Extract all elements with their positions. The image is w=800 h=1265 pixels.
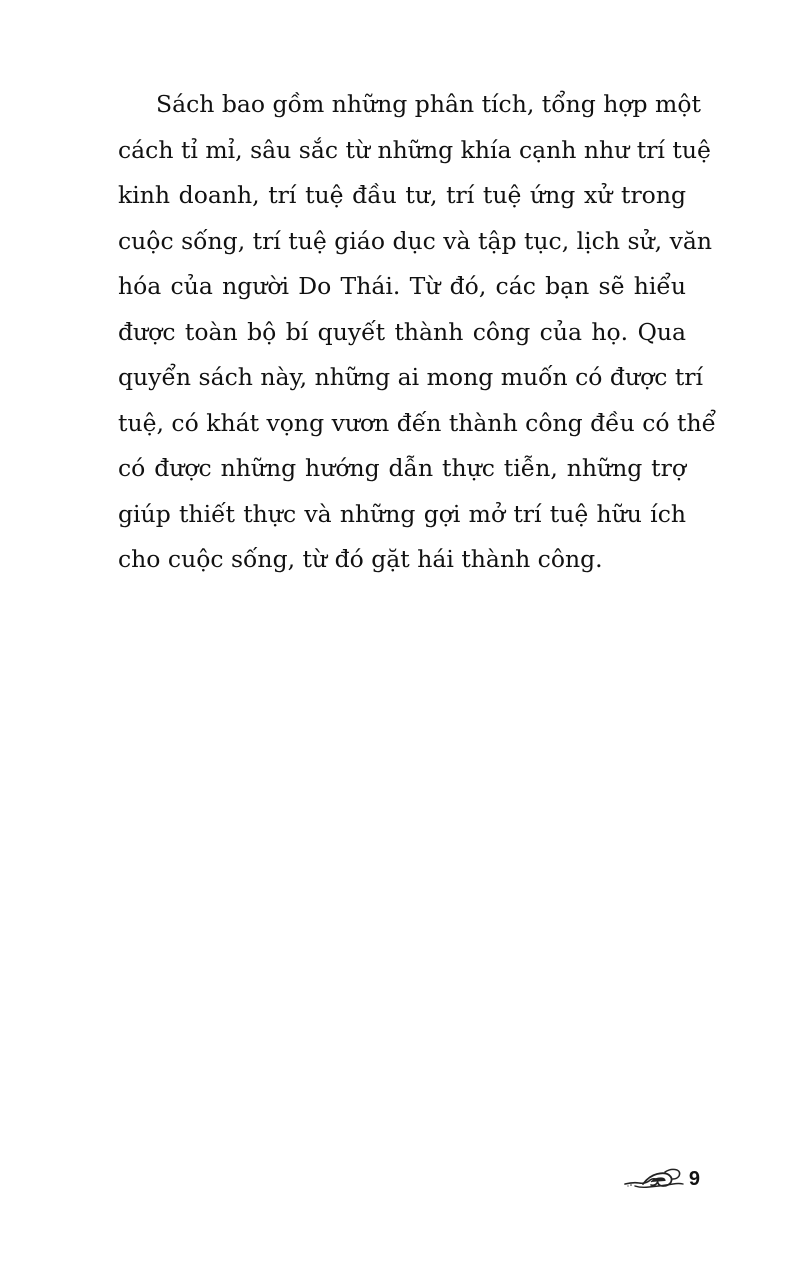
decorative-flourish-icon [621, 1162, 685, 1192]
paragraph-line: cho cuộc sống, từ đó gặt hái thành công. [118, 545, 603, 573]
page-number: 9 [688, 1167, 700, 1190]
paragraph-line: giúp thiết thực và những gợi mở trí tuệ hữu ích [118, 499, 686, 528]
page-footer [621, 1162, 700, 1192]
paragraph-line: có được những hướng dẫn thực tiễn, những trợ [118, 454, 686, 482]
paragraph-line: cách tỉ mỉ, sâu sắc từ những khía cạnh như trí tuệ [118, 135, 711, 164]
paragraph-line: Sách bao gồm những phân tích, tổng hợp một [156, 90, 701, 118]
paragraph-line: cuộc sống, trí tuệ giáo dục và tập tục, lịch sử, văn [118, 226, 713, 255]
body-paragraph [118, 82, 717, 583]
paragraph-line: quyển sách này, những ai mong muốn có được trí [118, 363, 704, 391]
paragraph-line: được toàn bộ bí quyết thành công của họ. Qua [118, 317, 686, 346]
paragraph-line: hóa của người Do Thái. Từ đó, các bạn sẽ hiểu [118, 272, 686, 300]
paragraph-line: tuệ, có khát vọng vươn đến thành công đều có thể [118, 408, 717, 437]
paragraph-line: kinh doanh, trí tuệ đầu tư, trí tuệ ứng xử trong [118, 181, 686, 209]
